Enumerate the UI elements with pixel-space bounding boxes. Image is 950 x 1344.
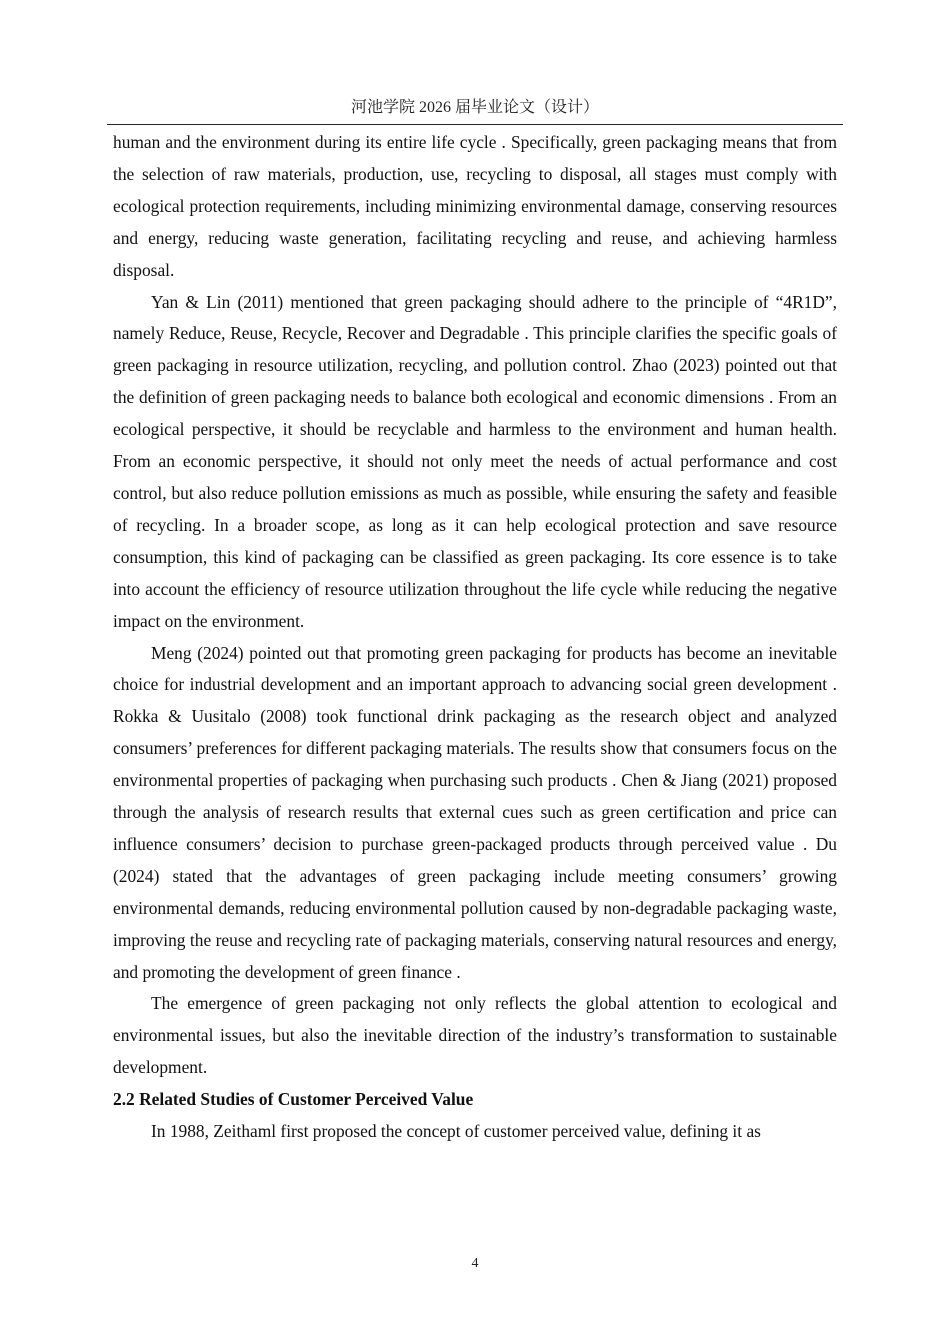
paragraph-meng: Meng (2024) pointed out that promoting green packaging for products has become an inevitable choice for industrial development and an important approach to advancing social green development . Rokka & Uusitalo (2008) took functional drink packaging as the research object and analyzed consumers’ preferences for different packaging materials. The results show that consumers focus on the environmental properties of packaging when purchasing such products . Chen & Jiang (2021) proposed through the analysis of research results that external cues such as green certification and price can influence consumers’ decision to purchase green-packaged products through perceived value . Du (2024) stated that the advantages of green packaging include meeting consumers’ growing environmental demands, reducing environmental pollution caused by non-degradable packaging waste, improving the reuse and recycling rate of packaging materials, conserving natural resources and energy, and promoting the development of green finance . [113,642,837,982]
paragraph-zeithaml: In 1988, Zeithaml first proposed the concept of customer perceived value, defining it as [151,1121,761,1142]
running-header: 河池学院 2026 届毕业论文（设计） [350,99,599,116]
header-rule [107,124,843,125]
paragraph-emergence: The emergence of green packaging not only reflects the global attention to ecological and environmental issues, but also the inevitable direction of the industry’s transformation to sustainable development. [113,993,837,1078]
paragraph-4r1d: Yan & Lin (2011) mentioned that green packaging should adhere to the principle of “4R1D”, namely Reduce, Reuse, Recycle, Recover and Degradable . This principle clarifies the specific goals of green packaging in resource utilization, recycling, and pollution control. Zhao (2023) pointed out that the definition of green packaging needs to balance both ecological and economic dimensions . From an ecological perspective, it should be recyclable and harmless to the environment and human health. From an economic perspective, it should not only meet the needs of actual performance and cost control, but also reduce pollution emissions as much as possible, while ensuring the safety and feasible of recycling. In a broader scope, as long as it can help ecological protection and save resource consumption, this kind of packaging can be classified as green packaging. Its core essence is to take into account the efficiency of resource utilization throughout the life cycle while reducing the negative impact on the environment. [113,291,837,631]
paragraph-continued: human and the environment during its entire life cycle . Specifically, green packaging means that from the selection of raw materials, production, use, recycling to disposal, all stages must comply with ecological protection requirements, including minimizing environmental damage, conserving resources and energy, reducing waste generation, facilitating recycling and reuse, and achieving harmless disposal. [113,132,837,280]
body-text [113,127,837,1148]
page-number: 4 [471,1256,479,1271]
section-heading: 2.2 Related Studies of Customer Perceived Value [113,1089,474,1110]
